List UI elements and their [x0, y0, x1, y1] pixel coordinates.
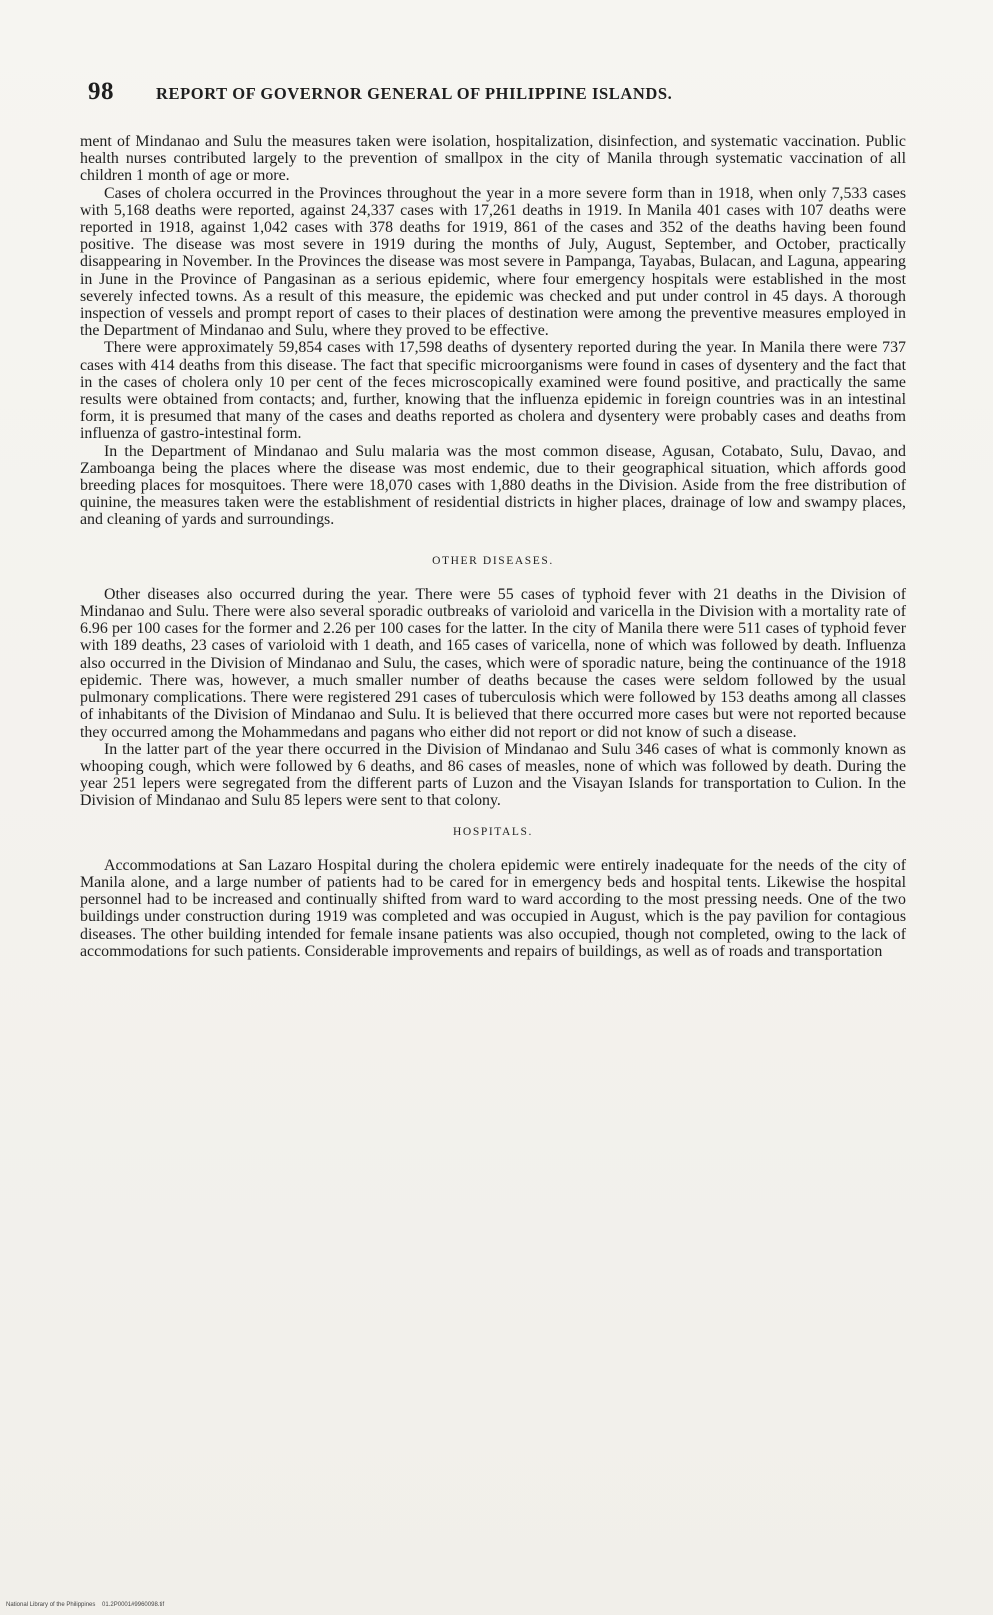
- scan-footer: National Library of the Philippines 01.2P0001#9960098.tif: [6, 1602, 165, 1608]
- paragraph: ment of Mindanao and Sulu the measures taken were isolation, hospitalization, disinfection, and systematic vaccination. Public health nurses contributed largely to the prevention of smallpox in the city of Manila through systematic vaccination of all children 1 month of age or more.: [80, 133, 906, 185]
- paragraph: Accommodations at San Lazaro Hospital during the cholera epidemic were entirely inadequate for the needs of the city of Manila alone, and a large number of patients had to be cared for in emergency beds and hospital tents. Likewise the hospital personnel had to be increased and continually shifted from ward to ward according to the most pressing needs. One of the two buildings under construction during 1919 was completed and was occupied in August, which is the pay pavilion for contagious diseases. The other building intended for female insane patients was also occupied, though not completed, owing to the lack of accommodations for such patients. Considerable improvements and repairs of buildings, as well as of roads and transportation: [80, 856, 906, 960]
- page-number: 98: [88, 78, 114, 105]
- page-header: [88, 78, 903, 106]
- paragraph: There were approximately 59,854 cases with 17,598 deaths of dysentery reported during the year. In Manila there were 737 cases with 414 deaths from this disease. The fact that specific microorganisms were found in cases of dysentery and the fact that in the cases of cholera only 10 per cent of the feces microscopically examined were found positive, and practically the same results were obtained from contacts; and, further, knowing that the influenza epidemic in foreign countries was in an intestinal form, it is presumed that many of the cases and deaths reported as cholera and dysentery were probably cases and deaths from influenza of gastro-intestinal form.: [80, 339, 906, 443]
- section-heading-hospitals: HOSPITALS.: [453, 825, 533, 838]
- paragraph: In the latter part of the year there occurred in the Division of Mindanao and Sulu 346 cases of what is commonly known as whooping cough, which were followed by 6 deaths, and 86 cases of measles, none of which was followed by death. During the year 251 lepers were segregated from the different parts of Luzon and the Visayan Islands for transportation to Culion. In the Division of Mindanao and Sulu 85 lepers were sent to that colony.: [80, 740, 906, 810]
- paragraph: In the Department of Mindanao and Sulu malaria was the most common disease, Agusan, Cotabato, Sulu, Davao, and Zamboanga being the places where the disease was most endemic, due to their geographical situation, which affords good breeding places for mosquitoes. There were 18,070 cases with 1,880 deaths in the Division. Aside from the free distribution of quinine, the measures taken were the establishment of residential districts in higher places, drainage of low and swampy places, and cleaning of yards and surroundings.: [80, 442, 906, 529]
- body-text: [80, 133, 906, 960]
- running-head: REPORT OF GOVERNOR GENERAL OF PHILIPPINE ISLANDS.: [156, 84, 673, 103]
- section-heading-other-diseases: OTHER DISEASES.: [432, 554, 554, 567]
- paragraph: Cases of cholera occurred in the Provinces throughout the year in a more severe form than in 1918, when only 7,533 cases with 5,168 deaths were reported, against 24,337 cases with 17,261 deaths in 1919. In Manila 401 cases with 107 deaths were reported in 1918, against 1,042 cases with 378 deaths for 1919, 861 of the cases and 352 of the deaths having been found positive. The disease was most severe in 1919 during the months of July, August, September, and October, practically disappearing in November. In the Provinces the disease was most severe in Pampanga, Tayabas, Bulacan, and Laguna, appearing in June in the Province of Pangasinan as a serious epidemic, where four emergency hospitals were established in the most severely infected towns. As a result of this measure, the epidemic was checked and put under control in 45 days. A thorough inspection of vessels and prompt report of cases to their places of destination were among the preventive measures employed in the Department of Mindanao and Sulu, where they proved to be effective.: [80, 184, 906, 340]
- paragraph: Other diseases also occurred during the year. There were 55 cases of typhoid fever with 21 deaths in the Division of Mindanao and Sulu. There were also several sporadic outbreaks of varioloid and varicella in the Division with a mortality rate of 6.96 per 100 cases for the former and 2.26 per 100 cases for the latter. In the city of Manila there were 511 cases of typhoid fever with 189 deaths, 23 cases of varioloid with 1 death, and 165 cases of varicella, none of which was followed by death. Influenza also occurred in the Division of Mindanao and Sulu, the cases, which were of sporadic nature, being the continuance of the 1918 epidemic. There was, however, a much smaller number of deaths because the cases were seldom followed by the usual pulmonary complications. There were registered 291 cases of tuberculosis which were followed by 153 deaths among all classes of inhabitants of the Division of Mindanao and Sulu. It is believed that there occurred more cases but were not reported because they occurred among the Mohammedans and pagans who either did not report or did not know of such a disease.: [80, 585, 906, 741]
